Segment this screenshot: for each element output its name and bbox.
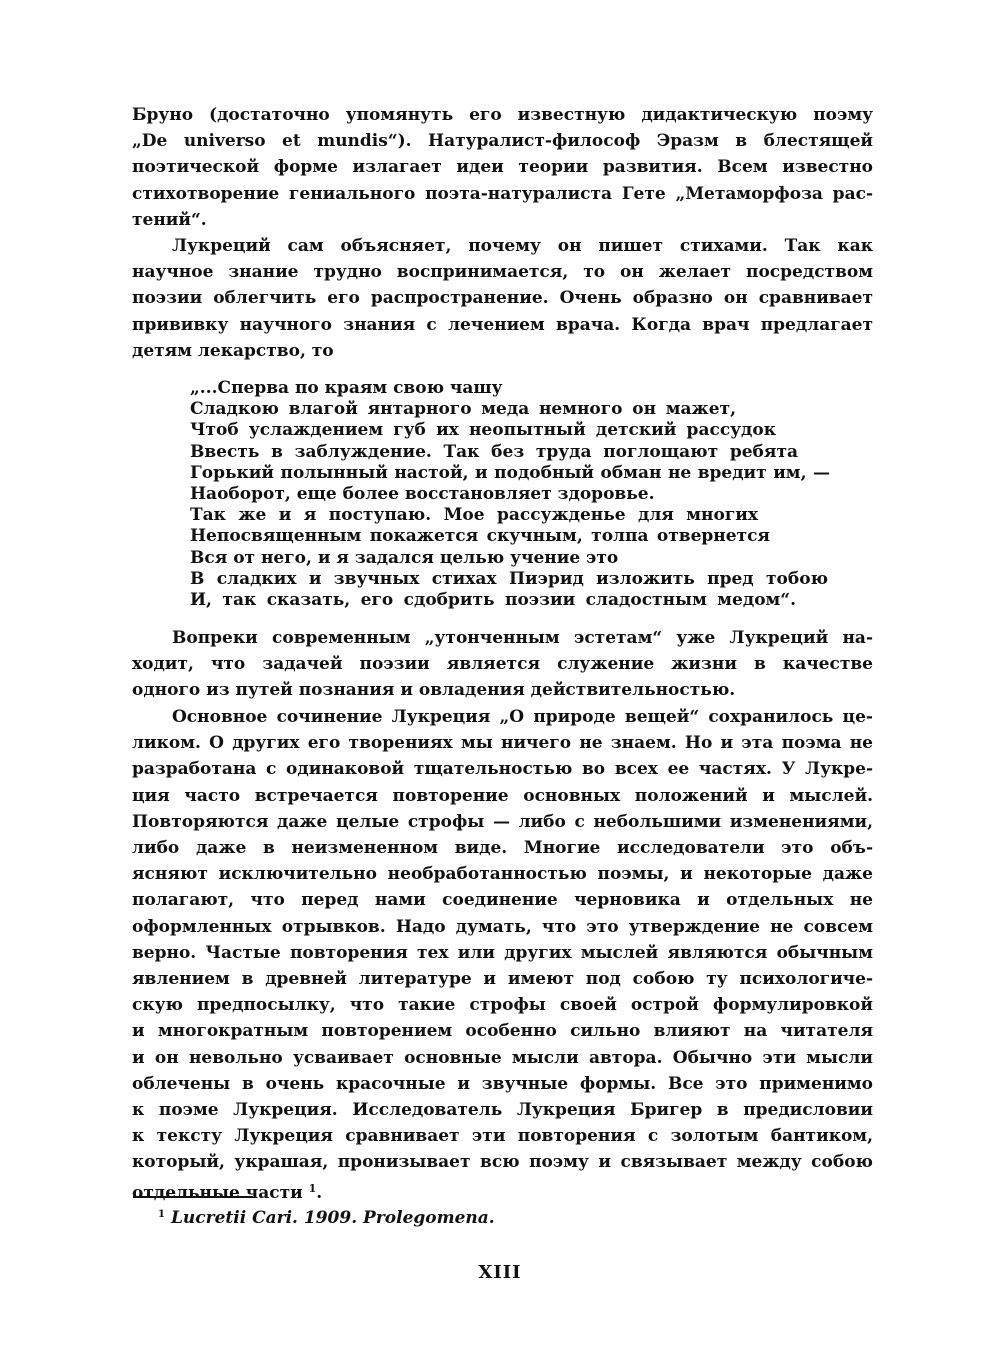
text-line: оформленных отрывков. Надо думать, что это утверждение не совсем	[132, 916, 873, 937]
verse-line: „...Сперва по краям свою чашу	[190, 378, 503, 398]
text-line-content: отдельные части	[132, 1182, 303, 1203]
verse-line: Ввесть в заблуждение. Так без труда поглощают ребята	[190, 441, 798, 462]
verse-line: Непосвященным покажется скучным, толпа отвернется	[190, 526, 770, 547]
page-number: XIII	[478, 1262, 522, 1283]
footnote-reference[interactable]: 1	[308, 1181, 317, 1195]
text-line: и он невольно усваивает основные мысли автора. Обычно эти мысли	[132, 1047, 873, 1068]
footnote	[158, 1208, 495, 1228]
paragraph-3-text	[132, 625, 873, 704]
text-line: научное знание трудно воспринимается, то он желает посредством	[132, 262, 873, 283]
text-line: Вопреки современным „утонченным эстетам“ уже Лукреций на-	[172, 628, 873, 648]
verse-line: Горький полынный настой, и подобный обман не вредит им, —	[190, 462, 830, 483]
verse-line: Сладкою влагой янтарного меда немного он мажет,	[190, 399, 736, 420]
text-line: верно. Частые повторения тех или других мыслей являются обычным	[132, 942, 873, 963]
text-line: ходит, что задачей поэзии является служение жизни в качестве	[132, 654, 873, 675]
paragraph-2-text	[132, 233, 873, 364]
paragraph-2	[132, 233, 873, 364]
verse-line: В сладких и звучных стихах Пиэрид изложить пред тобою	[190, 568, 828, 589]
text-line: одного из путей познания и овладения действительностью.	[132, 680, 736, 701]
text-line: детям лекарство, то	[132, 340, 334, 361]
text-line: полагают, что перед нами соединение черновика и отдельных не	[132, 890, 873, 911]
text-line: Основное сочинение Лукреция „О природе вещей“ сохранилось це-	[172, 707, 873, 727]
verse-line: И, так сказать, его сдобрить поэзии сладостным медом“.	[190, 590, 796, 611]
text-line-last: отдельные части $^1$.	[132, 1181, 323, 1203]
footnote-text: Lucretii Cari. 1909. Prolegomena.	[170, 1208, 495, 1228]
paragraph-4	[132, 704, 873, 1206]
text-line: поэтической форме излагает идеи теории развития. Всем известно	[132, 157, 873, 178]
text-line: явлением в древней литературе и имеют под собою ту психологиче-	[132, 969, 873, 990]
text-line: Лукреций сам объясняет, почему он пишет стихами. Так как	[172, 236, 873, 256]
text-line: тений“.	[132, 209, 207, 230]
footnote-divider	[133, 1196, 253, 1198]
text-line: прививку научного знания с лечением врача. Когда врач предлагает	[132, 314, 873, 335]
verse-quotation	[190, 378, 830, 611]
text-line: Бруно (достаточно упомянуть его известную дидактическую поэму	[132, 105, 873, 125]
paragraph-4-text	[132, 704, 873, 1206]
paragraph-1-text	[132, 102, 873, 233]
text-line: стихотворение гениального поэта-натуралиста Гете „Метаморфоза рас-	[132, 183, 873, 204]
text-line: к поэме Лукреция. Исследователь Лукреция Бригер в предисловии	[132, 1100, 873, 1121]
text-line: ясняют исключительно необработанностью поэмы, и некоторые даже	[132, 864, 873, 885]
text-line: к тексту Лукреция сравнивает эти повторения с золотым бантиком,	[132, 1126, 873, 1147]
text-line: скую предпосылку, что такие строфы своей острой формулировкой	[132, 995, 873, 1016]
text-line: Повторяются даже целые строфы — либо с небольшими изменениями,	[132, 811, 873, 832]
text-line: облечены в очень красочные и звучные формы. Все это применимо	[132, 1073, 873, 1094]
verse-line: Чтоб услаждением губ их неопытный детский рассудок	[190, 420, 776, 441]
paragraph-1	[132, 102, 873, 233]
paragraph-3	[132, 625, 873, 704]
text-line: „De universo et mundis“). Натуралист-философ Эразм в блестящей	[132, 131, 873, 152]
verse-line: Так же и я поступаю. Мое рассужденье для многих	[190, 505, 758, 526]
verse-line: Наоборот, еще более восстановляет здоровье.	[190, 484, 655, 505]
text-line: и многократным повторением особенно сильно влияют на читателя	[132, 1021, 873, 1042]
text-line: разработана с одинаковой тщательностью во всех ее частях. У Лукре-	[132, 759, 873, 780]
text-line: который, украшая, пронизывает всю поэму и связывает между собою	[132, 1152, 873, 1173]
text-line: либо даже в неизмененном виде. Многие исследователи это объ-	[132, 838, 873, 859]
text-line: ликом. О других его творениях мы ничего не знаем. Но и эта поэма не	[132, 733, 873, 754]
verse-line: Вся от него, и я задался целью учение это	[190, 547, 619, 568]
footnote-marker: 1	[158, 1209, 165, 1220]
text-line: поэзии облегчить его распространение. Очень образно он сравнивает	[132, 288, 873, 309]
text-line: ция часто встречается повторение основных положений и мыслей.	[132, 785, 873, 806]
